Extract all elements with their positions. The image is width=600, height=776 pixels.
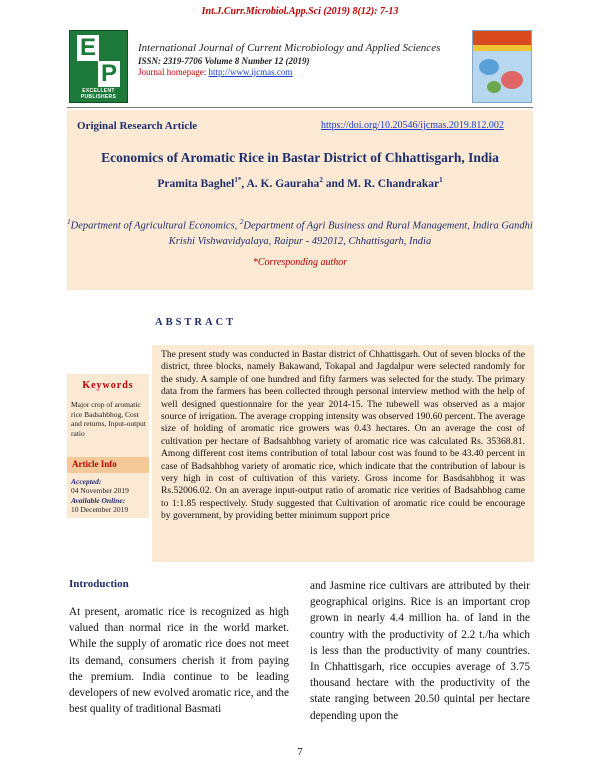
introduction-text-left: At present, aromatic rice is recognized as high valued than normal rice in the world market. While the supply of aromatic rice does not meet its demand, consumers cherish it from paying the premium. India continue to be leading developers of new evolved aromatic rice, and the best quality of traditional Basmati <box>69 606 289 716</box>
author-name: M. R. Chandrakar <box>347 177 440 190</box>
body-column-right <box>310 578 530 724</box>
article-type: Original Research Article <box>77 120 198 132</box>
journal-masthead <box>138 32 468 94</box>
homepage-link[interactable]: http://www.ijcmas.com <box>208 67 293 77</box>
affiliations <box>67 215 533 249</box>
cover-band <box>473 31 531 45</box>
cover-graphic <box>487 81 501 93</box>
journal-cover-thumbnail <box>472 30 532 103</box>
logo-text-line1: EXCELLENT <box>82 88 115 94</box>
author-list <box>67 176 533 190</box>
logo-text-line2: PUBLISHERS <box>80 94 117 100</box>
accepted-label: Accepted: <box>71 477 102 486</box>
article-info-dates <box>71 477 149 515</box>
section-heading-introduction: Introduction <box>69 578 129 590</box>
author-name: A. K. Gauraha <box>246 177 320 190</box>
article-title: Economics of Aromatic Rice in Bastar District of Chhattisgarh, India <box>101 150 499 165</box>
corresponding-author: *Corresponding author <box>252 257 348 268</box>
online-date: 10 December 2019 <box>71 505 129 515</box>
body-column-left <box>69 578 289 717</box>
header-rule <box>67 107 533 108</box>
author-affiliation-mark: 1 <box>439 176 443 184</box>
homepage-label: Journal homepage: <box>138 67 209 77</box>
abstract-heading: ABSTRACT <box>155 317 237 328</box>
page-number: 7 <box>297 746 303 758</box>
publisher-logo <box>69 30 128 103</box>
affiliation-1: Department of Agricultural Economics, <box>70 220 240 232</box>
logo-text <box>70 88 127 100</box>
affiliation-mark: 1 <box>67 218 71 226</box>
author-affiliation-mark: 1* <box>234 176 242 184</box>
keywords-list: Major crop of aromatic rice Badsahbhog, Cost and returns, Input-output ratio <box>71 400 146 438</box>
introduction-text-right: and Jasmine rice cultivars are attributed by their geographical origins. Rice is an important crop grown in nearly 4.4 million ha. of land in the country with the productivity of 2.2 t./ha which is less than the productivity of many countries. In Chhattisgarh, rice occupies average of 3.75 thousand hectare with the productivity of the state ranging between 20.50 quintal per hectare depending upon the <box>310 580 530 722</box>
accepted-date: 04 November 2019 <box>71 486 129 496</box>
cover-band-secondary <box>473 45 531 51</box>
abstract-text: The present study was conducted in Bastar district of Chhattisgarh. Out of seven blocks of the district, three blocks, namely Bakawand, Tokapal and Jagdalpur were selected randomly for the study. A sample of one hundred and fifty farmers was selected for the study. The primary data from the farmers has been collected through personal interview method with the help of well designed questionnaire for the year 2014-15. The tubewell was observed as a major source of irrigation. The average cropping intensity was observed 190.60 percent. The average size of holding of aromatic rice growers was 0.43 hectares. On an average the cost of cultivation per hectare of Badsahbhog variety of aromatic rice was calculated Rs. 35368.81. Among different cost items contribution of total labour cost was found to be 43.40 percent in case of Badsahbhog variety of aromatic rice, which indicate that the contribution of labour is very high in cost of cultivation of this variety. Gross income for Basdsahbhog it was Rs.52006.02. On an average input-output ratio of aromatic rice verities of Badsahbhog came to 1:1.85 respectively. Study suggested that Cultivation of aromatic rice could be encourage by government, by providing better minimum support price <box>161 349 525 522</box>
journal-issn: ISSN: 2319-7706 Volume 8 Number 12 (2019) <box>138 56 310 66</box>
logo-letter-p: P <box>98 61 120 87</box>
journal-name: International Journal of Current Microbiology and Applied Sciences <box>138 42 441 54</box>
journal-homepage <box>138 67 468 77</box>
author-separator: and <box>322 177 348 190</box>
online-label: Available Online: <box>71 495 126 505</box>
cover-graphic <box>501 71 523 89</box>
logo-letter-e: E <box>77 35 99 61</box>
author-affiliation-mark: 2 <box>319 176 323 184</box>
running-head: Int.J.Curr.Microbiol.App.Sci (2019) 8(12): 7-13 <box>201 6 399 17</box>
affiliation-2: Department of Agri Business and Rural Management, Indira Gandhi Krishi Vishwavidyalaya, Raipur - 492012, Chhattisgarh, India <box>168 220 533 247</box>
article-info-heading: Article Info <box>72 459 117 469</box>
cover-graphic <box>479 59 499 75</box>
author-name: Pramita Baghel <box>157 177 235 190</box>
affiliation-mark: 2 <box>239 218 244 226</box>
keywords-heading: Keywords <box>82 380 134 391</box>
author-separator: , <box>241 177 247 190</box>
doi-link[interactable]: https://doi.org/10.20546/ijcmas.2019.812.002 <box>321 120 504 131</box>
